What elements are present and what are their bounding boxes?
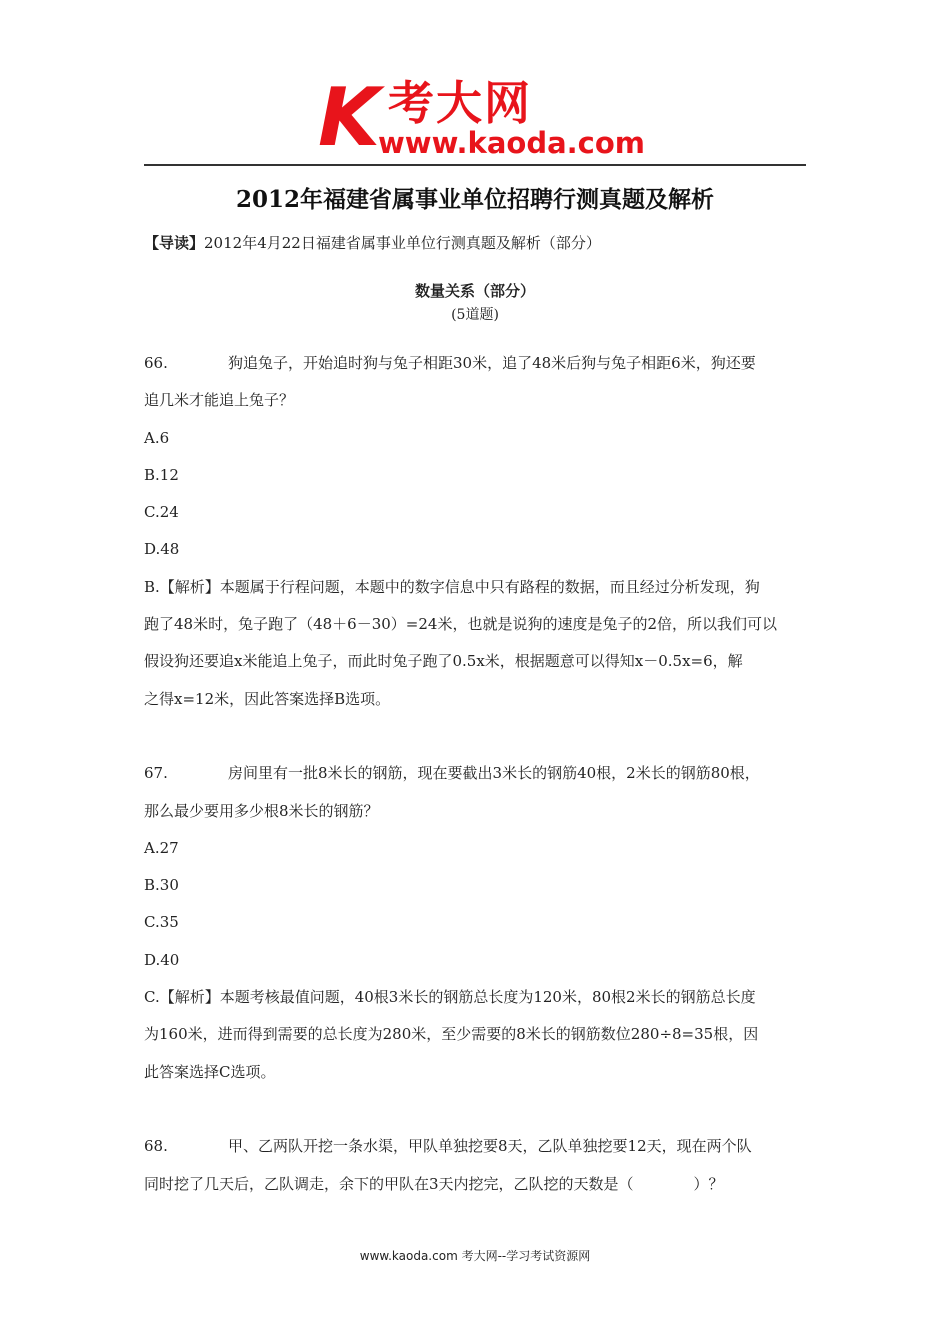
section-subtitle: (5道题) — [451, 307, 499, 323]
option-b: B.30 — [144, 876, 179, 895]
footer-text: 考大网--学习考试资源网 — [457, 1249, 591, 1263]
option-d: D.48 — [144, 540, 180, 559]
intro-text: 2012年4月22日福建省属事业单位行测真题及解析（部分） — [204, 234, 601, 252]
spacer — [144, 718, 816, 755]
question-number: 68. — [144, 1137, 168, 1156]
question-67-stem — [144, 755, 816, 792]
option-c: C.35 — [144, 913, 179, 932]
option-c: C.24 — [144, 503, 179, 522]
logo-letter: K — [318, 71, 380, 164]
question-number: 66. — [144, 354, 168, 372]
option-a: A.6 — [144, 428, 170, 447]
analysis-line: C.【解析】本题考核最值问题，40根3米长的钢筋总长度为120米，80根2米长的钢筋总长度 — [144, 988, 756, 1007]
question-text: 那么最少要用多少根8米长的钢筋？ — [144, 801, 379, 820]
question-text: 房间里有一批8米长的钢筋，现在要截出3米长的钢筋40根，2米长的钢筋80根， — [228, 764, 760, 783]
analysis-line: 之得x=12米，因此答案选择B选项。 — [144, 689, 391, 708]
question-number: 67. — [144, 764, 168, 783]
analysis-line: 跑了48米时，兔子跑了（48＋6－30）=24米，也就是说狗的速度是兔子的2倍，所以我们可以 — [144, 615, 778, 634]
question-text: 狗追兔子，开始追时狗与兔子相距30米，追了48米后狗与兔子相距6米，狗还要 — [228, 354, 756, 372]
kaoda-logo[interactable] — [318, 71, 648, 164]
question-text: 甲、乙两队开挖一条水渠，甲队单独挖要8天，乙队单独挖要12天，现在两个队 — [228, 1137, 752, 1156]
page-footer — [0, 1246, 950, 1266]
section-title: 数量关系（部分） — [414, 282, 535, 300]
question-text: 追几米才能追上兔子？ — [144, 391, 295, 410]
page-title: 2012年福建省属事业单位招聘行测真题及解析 — [235, 186, 714, 213]
spacer — [144, 1091, 816, 1128]
logo-name: 考大网 — [388, 76, 532, 130]
analysis-line: 为160米，进而得到需要的总长度为280米，至少需要的8米长的钢筋数位280÷8=35根，因 — [144, 1025, 759, 1044]
option-b: B.12 — [144, 465, 179, 484]
question-66-stem — [144, 345, 816, 382]
intro-paragraph — [144, 232, 601, 254]
logo-url: www.kaoda.com — [378, 126, 645, 160]
questions-body — [144, 345, 816, 1203]
option-a: A.27 — [144, 838, 179, 857]
option-d: D.40 — [144, 950, 180, 969]
header-divider — [144, 164, 806, 166]
intro-lead: 【导读】 — [144, 234, 205, 252]
question-68-stem — [144, 1128, 816, 1165]
analysis-line: B.【解析】本题属于行程问题，本题中的数字信息中只有路程的数据，而且经过分析发现，狗 — [144, 577, 760, 596]
analysis-line: 假设狗还要追x米能追上兔子，而此时兔子跑了0.5x米，根据题意可以得知x－0.5x=6，解 — [144, 652, 743, 671]
question-text: 同时挖了几天后，乙队调走，余下的甲队在3天内挖完，乙队挖的天数是（ ）？ — [144, 1174, 724, 1193]
analysis-line: 此答案选择C选项。 — [144, 1062, 276, 1081]
footer-link[interactable]: www.kaoda.com — [359, 1249, 458, 1263]
